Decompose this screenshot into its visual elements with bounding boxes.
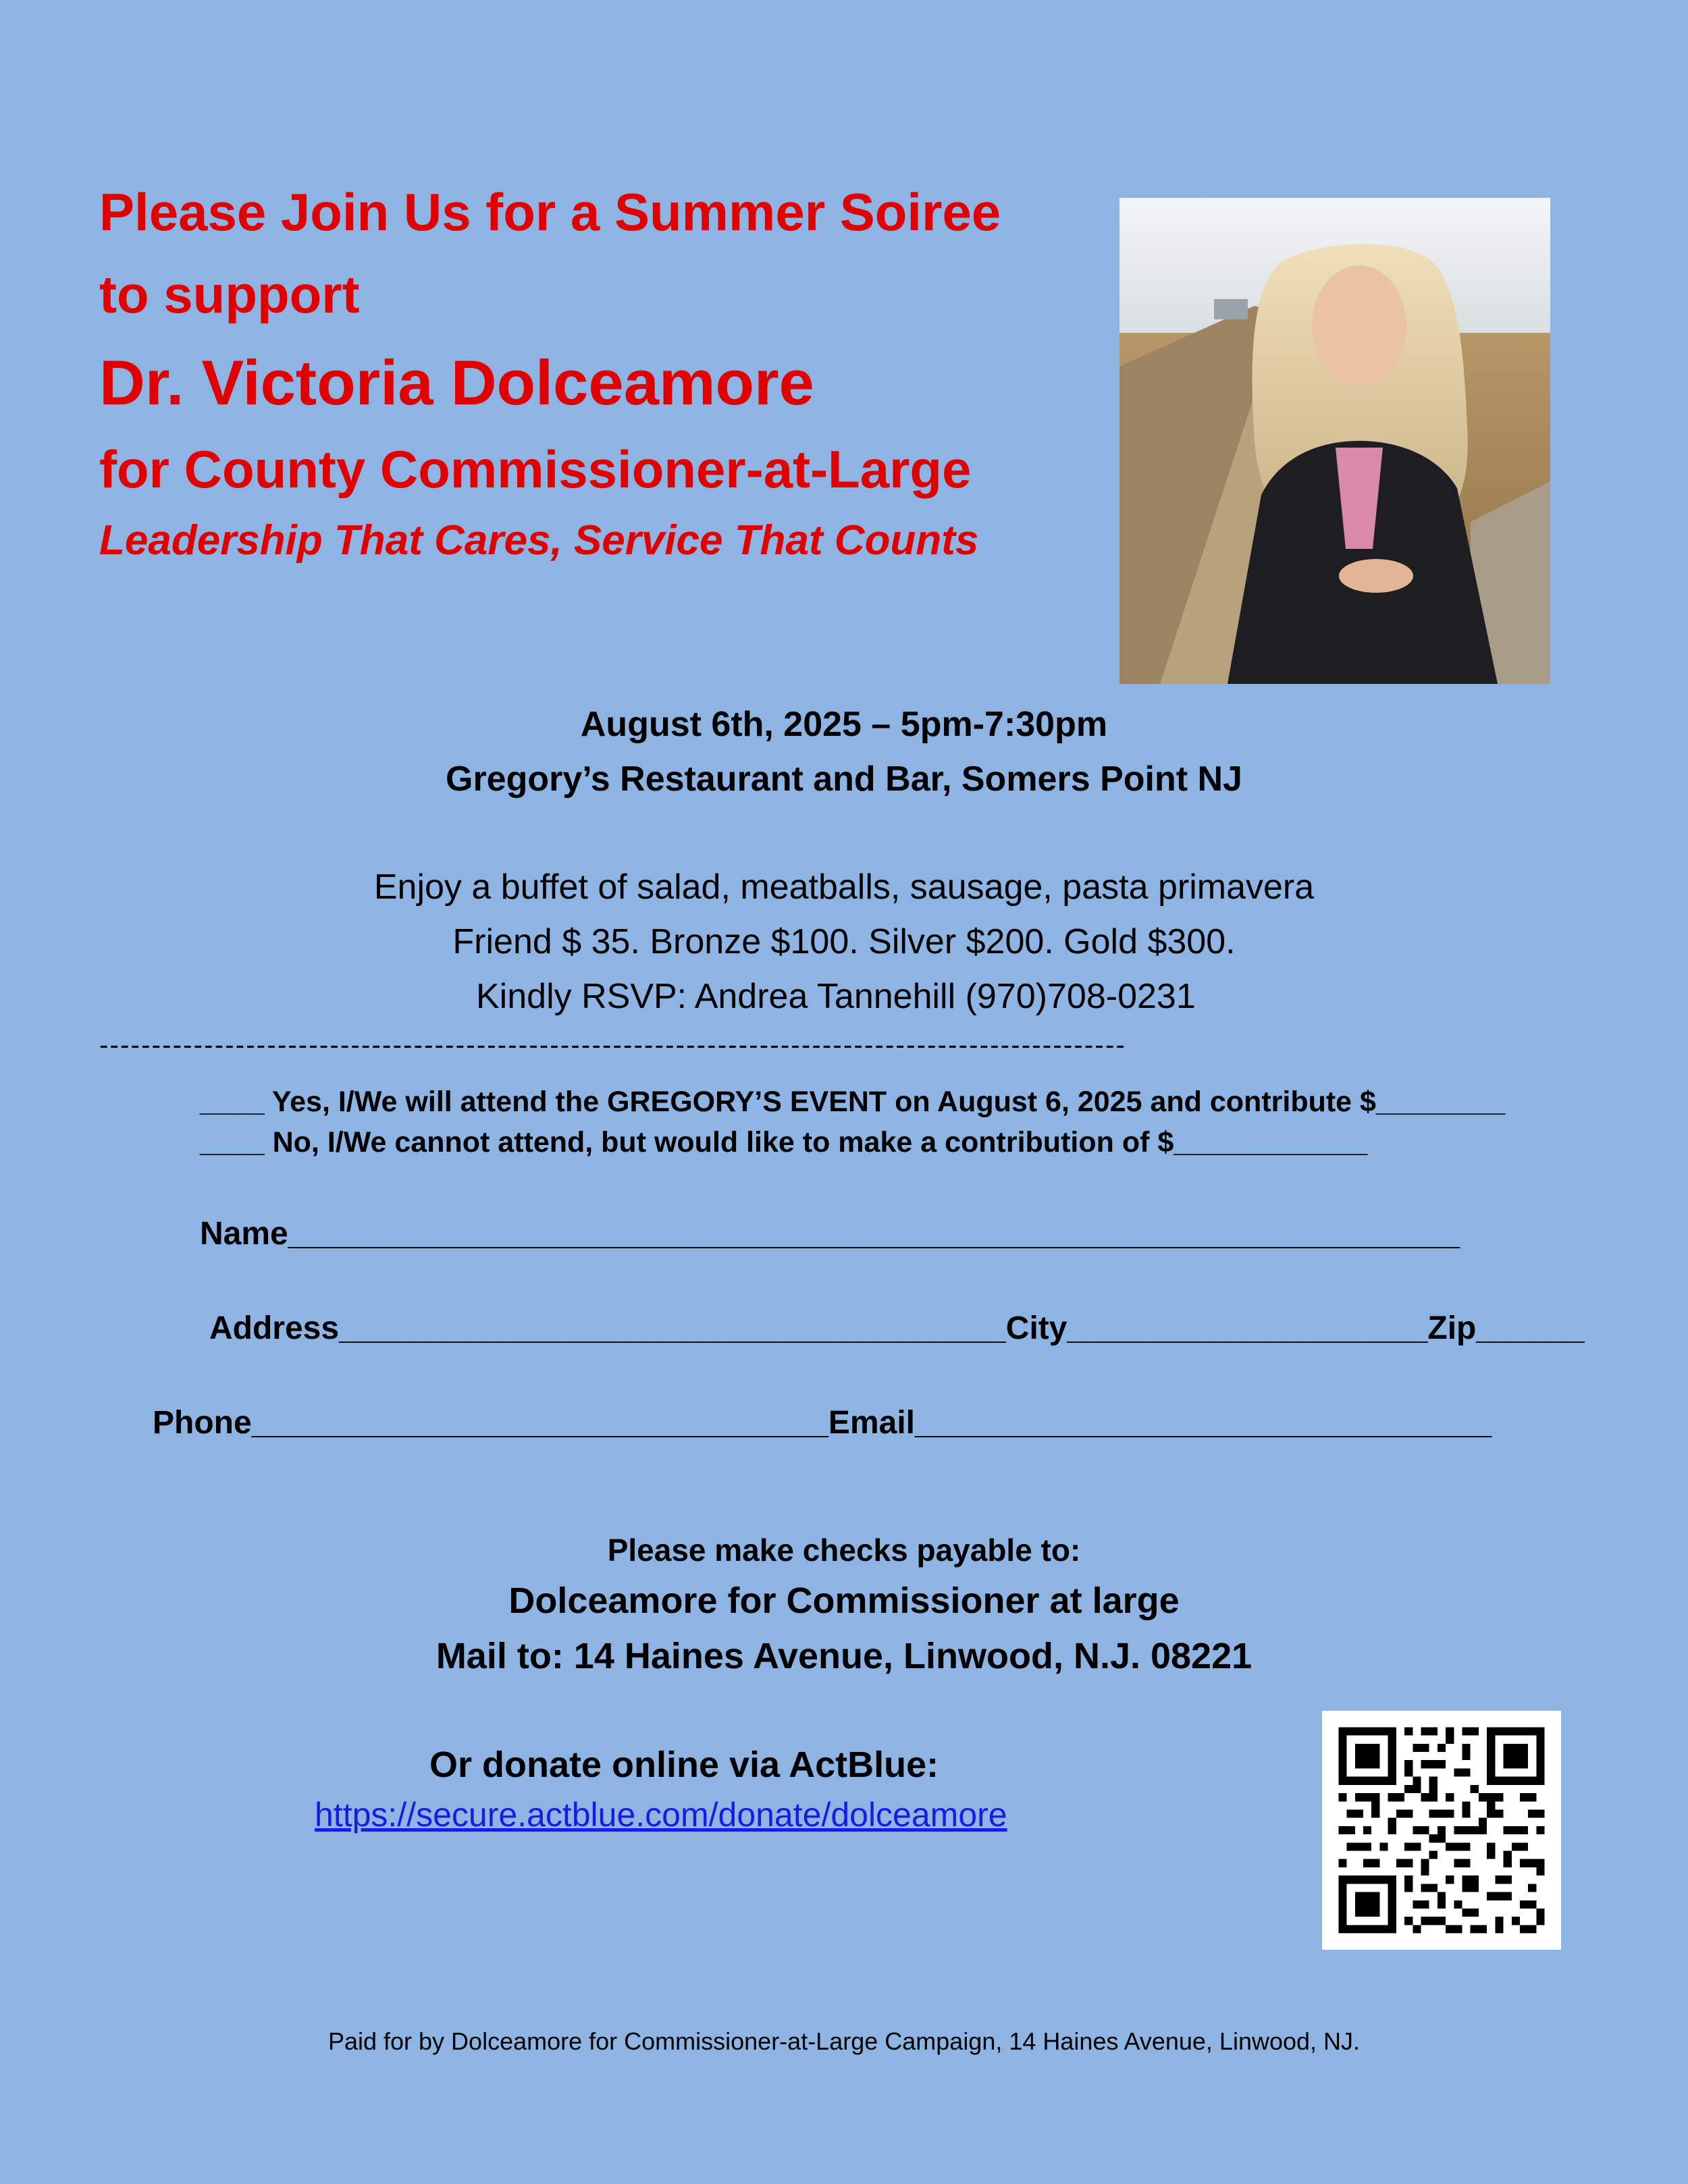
checks-payee: Dolceamore for Commissioner at large [508, 1580, 1180, 1621]
candidate-photo [1119, 198, 1550, 684]
rsvp-contact: Kindly RSVP: Andrea Tannehill (970)708-0231 [476, 977, 1196, 1016]
cut-line-divider: -------------------------------------------------------------------------------------------------- [99, 1030, 1126, 1060]
headline-line-2: to support [99, 265, 360, 324]
buffet-description: Enjoy a buffet of salad, meatballs, sausage, pasta primavera [373, 868, 1315, 907]
mailing-address: Mail to: 14 Haines Avenue, Linwood, N.J. 08221 [436, 1636, 1252, 1676]
actblue-donate-link[interactable]: https://secure.actblue.com/donate/dolceamore [315, 1796, 1007, 1834]
office-title: for County Commissioner-at-Large [99, 440, 972, 499]
attend-yes-option[interactable]: ____ Yes, I/We will attend the GREGORY’S EVENT on August 6, 2025 and contribute $________ [200, 1086, 1506, 1118]
candidate-name: Dr. Victoria Dolceamore [99, 347, 814, 418]
campaign-tagline: Leadership That Cares, Service That Counts [99, 517, 979, 564]
sponsorship-levels: Friend $ 35. Bronze $100. Silver $200. Gold $300. [452, 922, 1236, 961]
checks-payable-intro: Please make checks payable to: [607, 1533, 1081, 1568]
online-donate-label: Or donate online via ActBlue: [429, 1744, 939, 1785]
attend-no-option[interactable]: ____ No, I/We cannot attend, but would like to make a contribution of $____________ [200, 1126, 1368, 1158]
event-venue: Gregory’s Restaurant and Bar, Somers Point NJ [446, 760, 1242, 799]
name-field[interactable]: Name_________________________________________________________________ [200, 1216, 1460, 1252]
phone-email-field[interactable]: Phone________________________________Email________________________________ [153, 1405, 1492, 1441]
paid-for-disclaimer: Paid for by Dolceamore for Commissioner-at-Large Campaign, 14 Haines Avenue, Linwood, NJ. [327, 2027, 1361, 2055]
event-date-time: August 6th, 2025 – 5pm-7:30pm [580, 705, 1108, 744]
headline-line-1: Please Join Us for a Summer Soiree [99, 182, 1001, 242]
donation-qr-code[interactable] [1322, 1711, 1561, 1950]
address-city-zip-field[interactable]: Address_____________________________________City____________________Zip______ [209, 1310, 1585, 1346]
